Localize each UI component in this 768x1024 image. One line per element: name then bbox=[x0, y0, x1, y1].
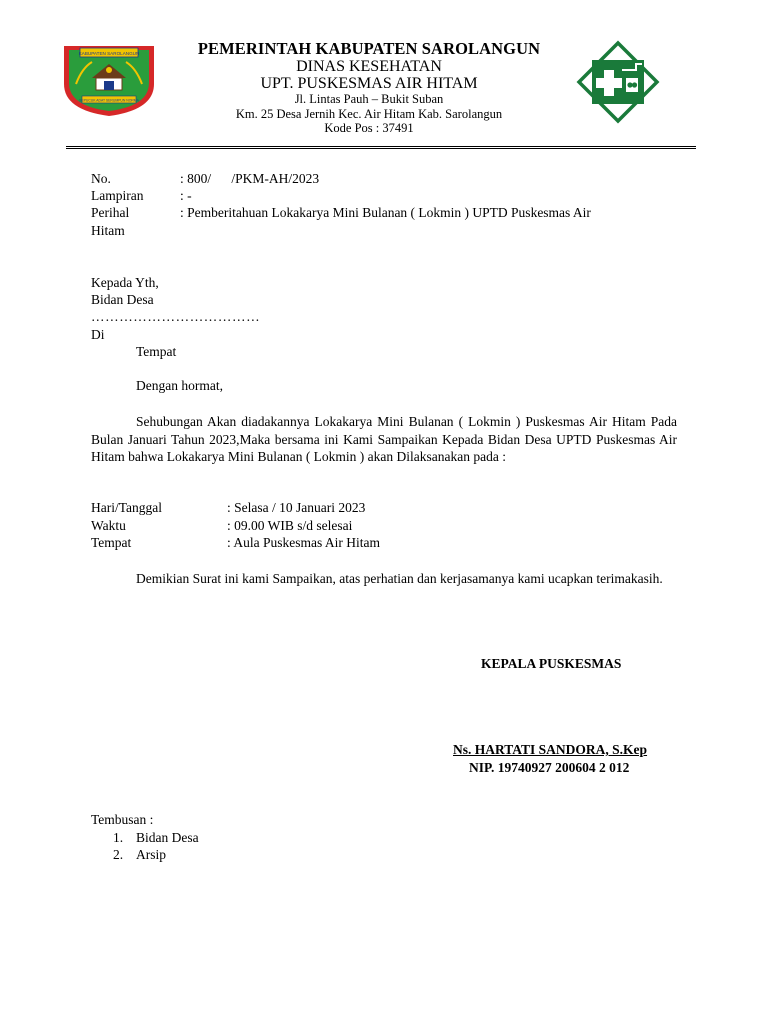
meta-perihal-label: Perihal bbox=[91, 205, 130, 220]
body-paragraph-text: Sehubungan Akan diadakannya Lokakarya Mini Bulanan ( Lokmin ) Puskesmas Air Hitam Pada Bulan Januari Tahun 2023,Maka bersama ini Kami Sampaikan Kepada Bidan Desa UPTD Puskesmas Air Hitam bahwa Lokakarya Mini Bulanan ( Lokmin ) akan Dilaksanakan pada : bbox=[91, 414, 677, 464]
letterhead-postal-code: Kode Pos : 37491 bbox=[324, 121, 414, 136]
letterhead bbox=[160, 40, 578, 135]
meta-no-label: No. bbox=[91, 171, 111, 186]
body-paragraph bbox=[91, 413, 677, 466]
tembusan-item-number: 2. bbox=[113, 847, 124, 862]
tembusan-item: Bidan Desa bbox=[136, 830, 199, 845]
recipient-name: Bidan Desa bbox=[91, 292, 154, 307]
meta-lampiran-value: : - bbox=[180, 188, 192, 203]
kabupaten-sarolangun-emblem-icon bbox=[62, 40, 156, 118]
greeting: Dengan hormat, bbox=[136, 378, 223, 393]
emblem-motto-text: SEPUCUK ADAT SERUMPUN NORMA bbox=[79, 98, 139, 103]
letterhead-department: DINAS KESEHATAN bbox=[296, 57, 442, 75]
meta-perihal-continuation: Hitam bbox=[91, 223, 125, 238]
letterhead-unit: UPT. PUSKESMAS AIR HITAM bbox=[260, 75, 478, 93]
closing-paragraph bbox=[91, 570, 677, 588]
recipient-di: Di bbox=[91, 327, 105, 342]
meta-perihal-value: : Pemberitahuan Lokakarya Mini Bulanan ( Lokmin ) UPTD Puskesmas Air bbox=[180, 205, 591, 220]
tembusan-item-number: 1. bbox=[113, 830, 124, 845]
recipient-tempat: Tempat bbox=[136, 344, 177, 359]
closing-paragraph-text: Demikian Surat ini kami Sampaikan, atas perhatian dan kerjasamanya kami ucapkan terimakasih. bbox=[136, 571, 663, 586]
detail-date-value: : Selasa / 10 Januari 2023 bbox=[227, 500, 366, 515]
detail-place-value: : Aula Puskesmas Air Hitam bbox=[227, 535, 380, 550]
detail-date-label: Hari/Tanggal bbox=[91, 500, 163, 515]
meta-no-value: : 800/ /PKM-AH/2023 bbox=[180, 171, 320, 186]
detail-time-label: Waktu bbox=[91, 518, 126, 533]
letterhead-street: Jl. Lintas Pauh – Bukit Suban bbox=[294, 92, 444, 107]
letterhead-divider bbox=[66, 146, 696, 149]
detail-place-label: Tempat bbox=[91, 535, 132, 550]
tembusan-label: Tembusan : bbox=[91, 812, 154, 827]
emblem-banner-text: KABUPATEN SAROLANGUN bbox=[78, 51, 140, 56]
detail-time-value: : 09.00 WIB s/d selesai bbox=[227, 518, 353, 533]
letterhead-government: PEMERINTAH KABUPATEN SAROLANGUN bbox=[197, 39, 541, 58]
meta-lampiran-label: Lampiran bbox=[91, 188, 144, 203]
signature-nip: NIP. 19740927 200604 2 012 bbox=[469, 760, 630, 775]
recipient-salutation: Kepada Yth, bbox=[91, 275, 159, 290]
letterhead-address: Km. 25 Desa Jernih Kec. Air Hitam Kab. Sarolangun bbox=[235, 106, 503, 121]
puskesmas-emblem-icon bbox=[576, 40, 660, 124]
tembusan-item: Arsip bbox=[136, 847, 166, 862]
signature-name: Ns. HARTATI SANDORA, S.Kep bbox=[453, 742, 648, 757]
recipient-dots: ……………………………… bbox=[91, 309, 261, 324]
signature-title: KEPALA PUSKESMAS bbox=[481, 656, 622, 671]
